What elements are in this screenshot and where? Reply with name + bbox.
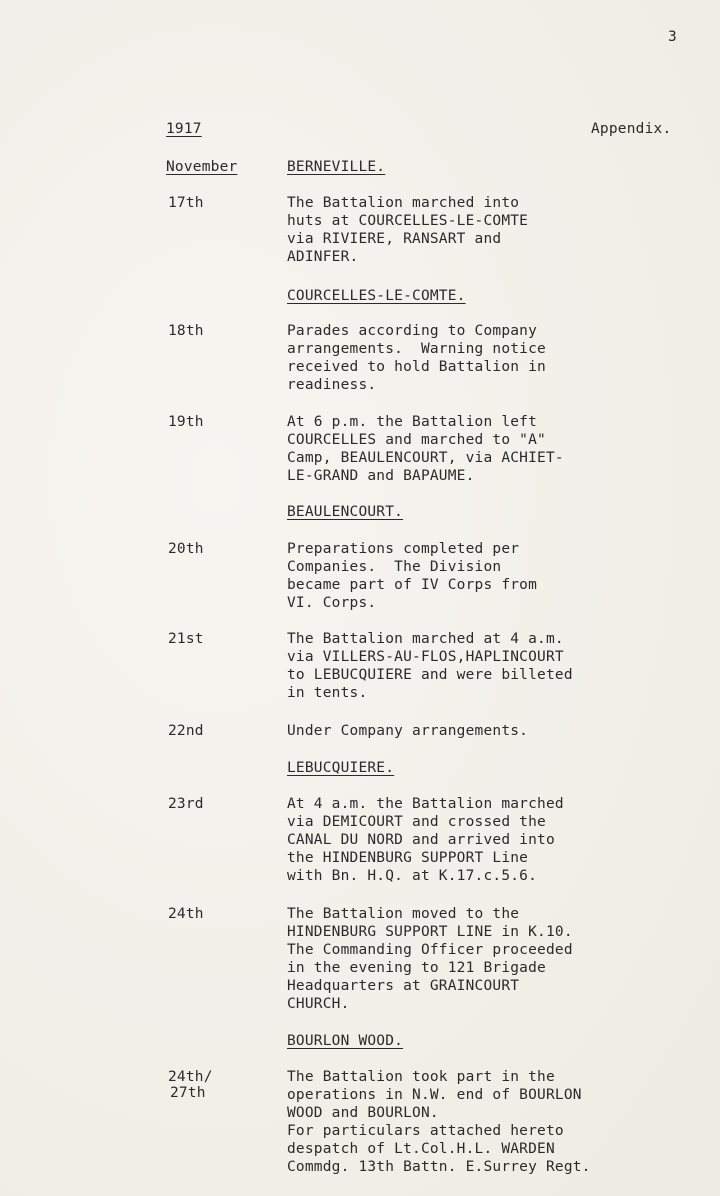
entry-line: The Battalion took part in the <box>287 1069 555 1085</box>
entry-line: in tents. <box>287 685 368 701</box>
entry-line: At 4 a.m. the Battalion marched <box>287 796 564 812</box>
entry-line: COURCELLES and marched to "A" <box>287 432 546 448</box>
entry-line: For particulars attached hereto <box>287 1123 564 1139</box>
entry-date: 18th <box>168 323 204 339</box>
entry-line: operations in N.W. end of BOURLON <box>287 1087 582 1103</box>
entry-line: Parades according to Company <box>287 323 538 339</box>
entry-date: 20th <box>168 541 204 557</box>
year-heading: 1917 <box>166 121 202 137</box>
entry-line: readiness. <box>287 377 377 393</box>
entry-date: 21st <box>168 631 204 647</box>
entry-line: WOOD and BOURLON. <box>287 1105 439 1121</box>
entry-line: Preparations completed per <box>287 541 520 557</box>
entry-date: 19th <box>168 414 204 430</box>
entry-line: via VILLERS-AU-FLOS,HAPLINCOURT <box>287 649 564 665</box>
page-number: 3 <box>668 29 677 45</box>
place-heading: COURCELLES-LE-COMTE. <box>287 288 466 304</box>
place-heading: BEAULENCOURT. <box>287 504 404 520</box>
entry-line: Commdg. 13th Battn. E.Surrey Regt. <box>287 1159 591 1175</box>
entry-line: ADINFER. <box>287 249 359 265</box>
entry-line: VI. Corps. <box>287 595 377 611</box>
place-heading: BOURLON WOOD. <box>287 1033 404 1049</box>
entry-line: received to hold Battalion in <box>287 359 546 375</box>
entry-line: The Commanding Officer proceeded <box>287 942 573 958</box>
entry-line: became part of IV Corps from <box>287 577 538 593</box>
place-heading: LEBUCQUIERE. <box>287 760 395 776</box>
entry-line: At 6 p.m. the Battalion left <box>287 414 538 430</box>
entry-line: huts at COURCELLES-LE-COMTE <box>287 213 529 229</box>
entry-line: with Bn. H.Q. at K.17.c.5.6. <box>287 868 538 884</box>
entry-line: the HINDENBURG SUPPORT Line <box>287 850 529 866</box>
entry-line: The Battalion marched into <box>287 195 520 211</box>
entry-line: despatch of Lt.Col.H.L. WARDEN <box>287 1141 555 1157</box>
entry-line: Companies. The Division <box>287 559 502 575</box>
appendix-label: Appendix. <box>591 121 672 137</box>
entry-date-second: 27th <box>170 1085 206 1101</box>
entry-line: LE-GRAND and BAPAUME. <box>287 468 475 484</box>
entry-line: to LEBUCQUIERE and were billeted <box>287 667 573 683</box>
entry-date: 23rd <box>168 796 204 812</box>
entry-line: Headquarters at GRAINCOURT <box>287 978 520 994</box>
entry-line: CANAL DU NORD and arrived into <box>287 832 555 848</box>
entry-line: via RIVIERE, RANSART and <box>287 231 502 247</box>
place-heading-berneville: BERNEVILLE. <box>287 159 386 175</box>
entry-line: CHURCH. <box>287 996 350 1012</box>
entry-date: 24th/ <box>168 1069 213 1085</box>
entry-date: 17th <box>168 195 204 211</box>
entry-date: 24th <box>168 906 204 922</box>
entry-line: in the evening to 121 Brigade <box>287 960 546 976</box>
entry-line: via DEMICOURT and crossed the <box>287 814 546 830</box>
entry-line: Camp, BEAULENCOURT, via ACHIET- <box>287 450 564 466</box>
entry-line: arrangements. Warning notice <box>287 341 546 357</box>
month-heading: November <box>166 159 238 175</box>
entry-line: HINDENBURG SUPPORT LINE in K.10. <box>287 924 573 940</box>
entry-line: Under Company arrangements. <box>287 723 529 739</box>
entry-line: The Battalion moved to the <box>287 906 520 922</box>
entry-date: 22nd <box>168 723 204 739</box>
entry-line: The Battalion marched at 4 a.m. <box>287 631 564 647</box>
